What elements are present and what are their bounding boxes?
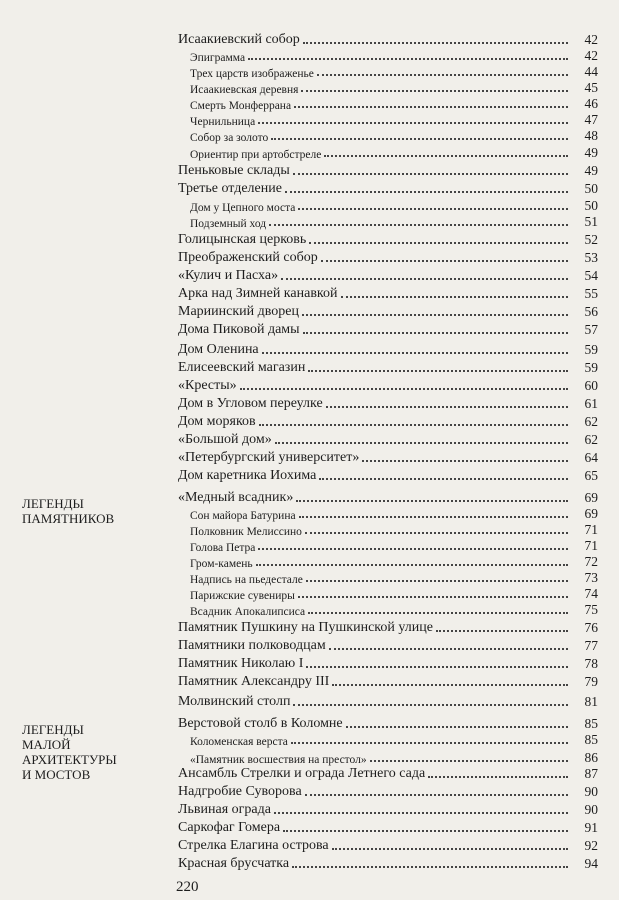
toc-entry-title: Коломенская верста	[190, 736, 288, 748]
toc-entry-page: 61	[584, 396, 598, 411]
toc-entry-title: Голова Петра	[190, 542, 256, 554]
toc-entry-title: Елисеевский магазин	[178, 360, 306, 375]
toc-entry	[190, 506, 598, 522]
section-label-line: МАЛОЙ	[22, 737, 71, 752]
dot-leader	[309, 242, 568, 244]
dot-leader	[275, 442, 568, 444]
toc-entry-page: 59	[584, 342, 598, 357]
toc-entry-page: 42	[584, 32, 598, 47]
toc-entry	[178, 286, 598, 302]
toc-entry-title: Исаакиевский собор	[178, 32, 300, 47]
toc-entry-page: 69	[584, 490, 598, 505]
toc-entry	[190, 602, 598, 618]
toc-entry	[178, 378, 598, 394]
toc-entry	[178, 450, 598, 466]
dot-leader	[285, 191, 568, 193]
toc-entry-page: 47	[584, 112, 598, 127]
toc-entry-title: Гром-камень	[190, 558, 253, 570]
dot-leader	[306, 580, 568, 582]
dot-leader	[293, 704, 568, 706]
toc-entry-title: Памятник Александру III	[178, 674, 330, 689]
dot-leader	[308, 612, 568, 614]
section-label-line: ПАМЯТНИКОВ	[22, 511, 115, 526]
toc-entry-page: 77	[584, 638, 598, 653]
dot-leader	[341, 296, 568, 298]
toc-entry-title: Надгробие Суворова	[178, 784, 302, 799]
dot-leader	[262, 352, 568, 354]
toc-entry-page: 59	[584, 360, 598, 375]
toc-entry	[178, 232, 598, 248]
dot-leader	[317, 74, 568, 76]
toc-entry-title: «Петербургский университет»	[178, 450, 360, 465]
dot-leader	[258, 548, 568, 550]
toc-entry-title: Сон майора Батурина	[190, 510, 296, 522]
toc-entry-title: Верстовой столб в Коломне	[178, 716, 343, 731]
toc-entry-page: 69	[584, 506, 598, 521]
toc-entry	[178, 838, 598, 854]
dot-leader	[274, 812, 568, 814]
toc-entry	[178, 820, 598, 836]
toc-entry-title: Собор за золото	[190, 132, 269, 144]
toc-entry-title: Львиная ограда	[178, 802, 271, 817]
toc-entry-page: 60	[584, 378, 598, 393]
toc-entry-page: 71	[584, 522, 598, 537]
toc-entry-title: Памятник Пушкину на Пушкинской улице	[178, 620, 433, 635]
toc-entry-page: 85	[584, 716, 598, 731]
toc-entry-title: Саркофаг Гомера	[178, 820, 281, 835]
toc-entry	[190, 112, 598, 128]
toc-entry-title: Голицынская церковь	[178, 232, 307, 247]
toc-entry-page: 57	[584, 322, 598, 337]
dot-leader	[370, 760, 568, 762]
toc-entry	[178, 674, 598, 690]
toc-entry-page: 44	[584, 64, 598, 79]
toc-entry	[178, 694, 598, 710]
toc-entry-page: 91	[584, 820, 598, 835]
toc-entry	[190, 586, 598, 602]
toc-entry-page: 92	[584, 838, 598, 853]
toc-entry-page: 55	[584, 286, 598, 301]
toc-entry	[178, 268, 598, 284]
toc-entry-page: 79	[584, 674, 598, 689]
dot-leader	[303, 42, 568, 44]
dot-leader	[306, 666, 568, 668]
toc-entry-title: Красная брусчатка	[178, 856, 290, 871]
toc-entry	[178, 304, 598, 320]
dot-leader	[301, 90, 568, 92]
toc-entry	[190, 522, 598, 538]
toc-entry-page: 51	[584, 214, 598, 229]
toc-entry-page: 87	[584, 766, 598, 781]
dot-leader	[256, 564, 568, 566]
toc-entry-page: 76	[584, 620, 598, 635]
toc-entry-page: 65	[584, 468, 598, 483]
toc-entry-page: 50	[584, 181, 598, 196]
dot-leader	[299, 516, 568, 518]
dot-leader	[259, 424, 568, 426]
dot-leader	[283, 830, 568, 832]
dot-leader	[294, 106, 568, 108]
section-label-line: И МОСТОВ	[22, 767, 91, 782]
dot-leader	[321, 260, 568, 262]
toc-entry-title: Чернильница	[190, 116, 256, 128]
dot-leader	[362, 460, 568, 462]
section-label-monuments	[22, 496, 114, 526]
toc-entry	[178, 802, 598, 818]
toc-entry-title: Трех царств изображенье	[190, 68, 314, 80]
toc-entry-page: 54	[584, 268, 598, 283]
page-number: 220	[176, 879, 199, 895]
toc-entry	[190, 128, 598, 144]
toc-entry-title: Дома Пиковой дамы	[178, 322, 300, 337]
toc-entry	[178, 32, 598, 48]
section-label-small-architecture	[22, 722, 117, 782]
toc-entry-page: 48	[584, 128, 598, 143]
dot-leader	[302, 314, 568, 316]
toc-entry-page: 52	[584, 232, 598, 247]
dot-leader	[269, 224, 568, 226]
toc-entry-page: 90	[584, 802, 598, 817]
toc-entry-page: 49	[584, 163, 598, 178]
dot-leader	[298, 596, 568, 598]
toc-entry-page: 45	[584, 80, 598, 95]
toc-entry-page: 64	[584, 450, 598, 465]
toc-entry-title: Дом Оленина	[178, 342, 259, 357]
toc-entry-title: Всадник Апокалипсиса	[190, 606, 306, 618]
toc-entry-page: 56	[584, 304, 598, 319]
dot-leader	[305, 794, 568, 796]
dot-leader	[332, 684, 568, 686]
toc-entry-page: 46	[584, 96, 598, 111]
toc-entry-title: Дом у Цепного моста	[190, 202, 296, 214]
toc-entry-title: Парижские сувениры	[190, 590, 295, 602]
dot-leader	[436, 630, 568, 632]
toc-entry-title: «Памятник восшествия на престол»	[190, 754, 367, 766]
dot-leader	[298, 208, 568, 210]
toc-entry-title: Полковник Мелиссино	[190, 526, 302, 538]
toc-entry	[178, 656, 598, 672]
toc-entry	[178, 396, 598, 412]
toc-entry-title: Подземный ход	[190, 218, 267, 230]
toc-entry-page: 62	[584, 414, 598, 429]
toc-entry	[178, 784, 598, 800]
toc-entry	[190, 750, 598, 766]
toc-entry	[178, 414, 598, 430]
dot-leader	[248, 58, 568, 60]
toc-entry-title: Надпись на пьедестале	[190, 574, 303, 586]
toc-entry	[190, 48, 598, 64]
toc-entry	[178, 432, 598, 448]
toc-entry-title: Эпиграмма	[190, 52, 246, 64]
toc-entry	[178, 468, 598, 484]
dot-leader	[332, 848, 568, 850]
toc-entry-title: Молвинский столп	[178, 694, 291, 709]
toc-entry-title: Пеньковые склады	[178, 163, 290, 178]
dot-leader	[296, 500, 568, 502]
toc-entry	[190, 732, 598, 748]
dot-leader	[291, 742, 568, 744]
dot-leader	[240, 388, 568, 390]
toc-entry-title: Памятник Николаю I	[178, 656, 304, 671]
dot-leader	[346, 726, 568, 728]
toc-entry-title: Стрелка Елагина острова	[178, 838, 329, 853]
toc-entry-page: 85	[584, 732, 598, 747]
toc-entry	[178, 181, 598, 197]
dot-leader	[258, 122, 568, 124]
toc-entry-page: 94	[584, 856, 598, 871]
toc-entry	[178, 856, 598, 872]
dot-leader	[308, 370, 568, 372]
toc-entry-title: Ансамбль Стрелки и ограда Летнего сада	[178, 766, 426, 781]
dot-leader	[329, 648, 568, 650]
toc-entry-page: 81	[584, 694, 598, 709]
toc-entry-title: Ориентир при артобстреле	[190, 149, 322, 161]
toc-entry-title: Третье отделение	[178, 181, 282, 196]
toc-entry-page: 75	[584, 602, 598, 617]
toc-entry-title: «Кулич и Пасха»	[178, 268, 279, 283]
toc-entry-title: Мариинский дворец	[178, 304, 299, 319]
toc-entry-title: Памятники полководцам	[178, 638, 326, 653]
dot-leader	[271, 138, 568, 140]
section-label-line: ЛЕГЕНДЫ	[22, 722, 84, 737]
toc-entry-page: 62	[584, 432, 598, 447]
toc-entry-title: Дом в Угловом переулке	[178, 396, 323, 411]
toc-entry-page: 50	[584, 198, 598, 213]
toc-entry-page: 78	[584, 656, 598, 671]
toc-entry-title: Преображенский собор	[178, 250, 318, 265]
toc-entry	[178, 342, 598, 358]
toc-entry	[178, 360, 598, 376]
toc-entry-title: «Кресты»	[178, 378, 237, 393]
toc-entry-page: 72	[584, 554, 598, 569]
toc-entry-title: Смерть Монферрана	[190, 100, 292, 112]
toc-entry-page: 49	[584, 145, 598, 160]
dot-leader	[303, 332, 568, 334]
toc-entry-page: 71	[584, 538, 598, 553]
toc-entry	[190, 96, 598, 112]
dot-leader	[292, 866, 568, 868]
toc-entry	[178, 163, 598, 179]
dot-leader	[293, 173, 568, 175]
toc-entry-title: «Большой дом»	[178, 432, 272, 447]
section-label-line: АРХИТЕКТУРЫ	[22, 752, 117, 767]
dot-leader	[428, 776, 568, 778]
toc-entry-title: Дом каретника Иохима	[178, 468, 317, 483]
toc-entry	[190, 554, 598, 570]
toc-entry-title: Арка над Зимней канавкой	[178, 286, 338, 301]
toc-entry-page: 74	[584, 586, 598, 601]
toc-entry-title: Исаакиевская деревня	[190, 84, 299, 96]
toc-entry-page: 53	[584, 250, 598, 265]
dot-leader	[324, 155, 568, 157]
toc-entry-page: 73	[584, 570, 598, 585]
toc-entry	[178, 620, 598, 636]
toc-entry	[178, 322, 598, 338]
toc-entry-page: 42	[584, 48, 598, 63]
toc-entry-title: Дом моряков	[178, 414, 256, 429]
dot-leader	[281, 278, 568, 280]
toc-entry	[178, 638, 598, 654]
toc-entry	[190, 80, 598, 96]
dot-leader	[326, 406, 568, 408]
toc-entry	[190, 214, 598, 230]
dot-leader	[305, 532, 568, 534]
toc-entry	[190, 538, 598, 554]
toc-entry	[190, 570, 598, 586]
toc-entry-page: 90	[584, 784, 598, 799]
toc-entry	[178, 716, 598, 732]
toc-entry	[178, 490, 598, 506]
toc-entry	[178, 766, 598, 782]
toc-entry	[190, 198, 598, 214]
toc-entry-page: 86	[584, 750, 598, 765]
toc-entry	[190, 64, 598, 80]
toc-entry	[178, 250, 598, 266]
dot-leader	[319, 478, 568, 480]
toc-entry-title: «Медный всадник»	[178, 490, 294, 505]
toc-entry	[190, 145, 598, 161]
section-label-line: ЛЕГЕНДЫ	[22, 496, 84, 511]
